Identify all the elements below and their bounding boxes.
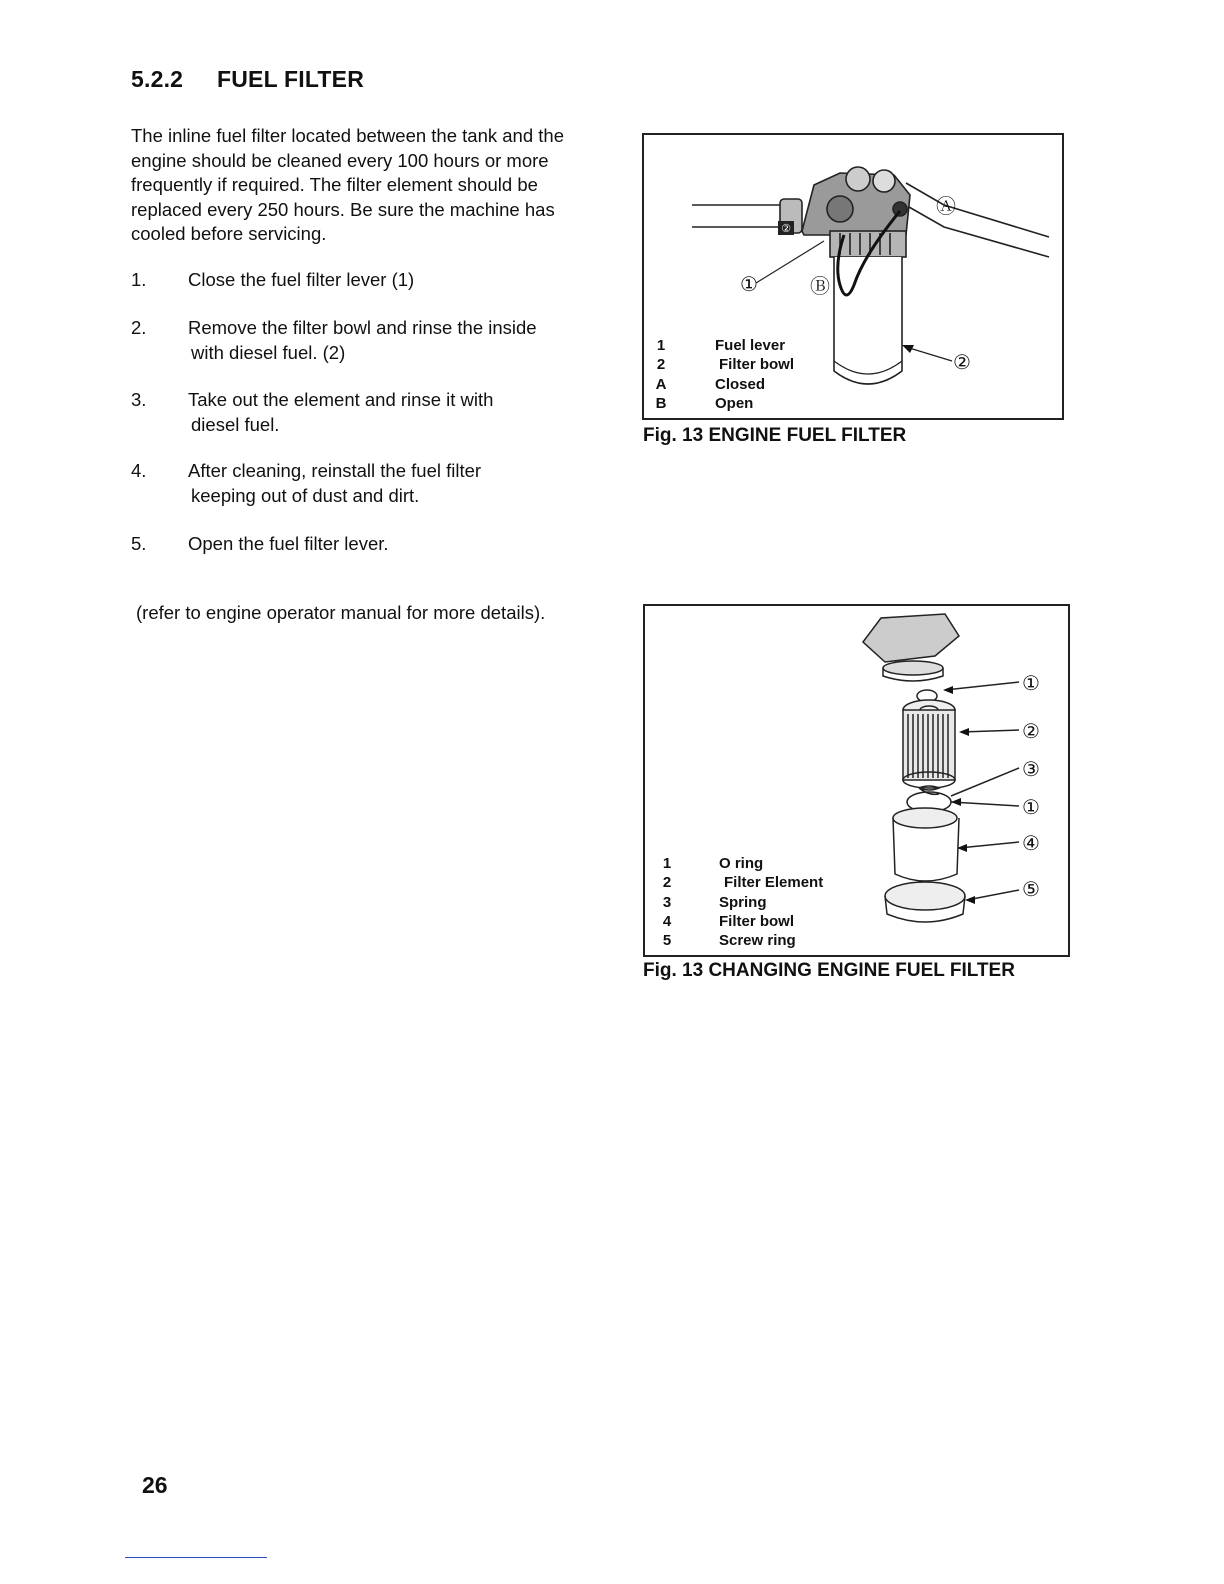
step-number: 5. bbox=[131, 533, 147, 554]
step-2 bbox=[131, 316, 581, 366]
step-3 bbox=[131, 388, 581, 438]
step-number: 1. bbox=[131, 269, 147, 290]
step-text-continued: diesel fuel. bbox=[191, 413, 280, 435]
callout-1-oring-lower: ① bbox=[1022, 795, 1040, 819]
step-text-continued: keeping out of dust and dirt. bbox=[191, 484, 420, 506]
step-text: Close the fuel filter lever (1) bbox=[188, 269, 415, 290]
callout-4-bowl: ④ bbox=[1022, 831, 1040, 855]
step-text-continued: with diesel fuel. (2) bbox=[191, 341, 346, 363]
section-heading bbox=[131, 66, 364, 93]
figure2-caption: Fig. 13 CHANGING ENGINE FUEL FILTER bbox=[643, 960, 1015, 981]
intro-paragraph: The inline fuel filter located between the tank and the engine should be cleaned every 100 hours or more frequently if required. The filter element should be replaced every 250 hours. Be sure the machine has cooled before servicing. bbox=[131, 125, 564, 244]
callout-small-tag: ② bbox=[781, 222, 791, 235]
step-number: 2. bbox=[131, 317, 147, 338]
callout-lever: ① bbox=[740, 272, 758, 296]
step-text: Take out the element and rinse it with bbox=[188, 389, 494, 410]
footer-rule bbox=[125, 1557, 267, 1558]
refer-note: (refer to engine operator manual for more details). bbox=[136, 602, 546, 623]
section-number: 5.2.2 bbox=[131, 66, 184, 92]
step-number: 3. bbox=[131, 389, 147, 410]
section-title: FUEL FILTER bbox=[217, 66, 365, 92]
step-text: Open the fuel filter lever. bbox=[188, 533, 389, 554]
figure1-caption: Fig. 13 ENGINE FUEL FILTER bbox=[643, 425, 907, 446]
callout-1-oring: ① bbox=[1022, 671, 1040, 695]
step-text: Remove the filter bowl and rinse the inside bbox=[188, 317, 537, 338]
callout-bowl: ② bbox=[953, 350, 971, 374]
step-text: After cleaning, reinstall the fuel filter bbox=[188, 460, 482, 481]
callout-closed: Ⓐ bbox=[936, 194, 956, 218]
callout-5-screw-ring: ⑤ bbox=[1022, 877, 1040, 901]
callout-open: Ⓑ bbox=[810, 274, 830, 298]
fuel-filter-illustration bbox=[644, 135, 1062, 418]
figure-engine-fuel-filter: ② ① Ⓑ Ⓐ ② 1 Fuel lever 2 Filter bowl A Closed B Open bbox=[642, 133, 1064, 420]
figure-changing-fuel-filter: ① ② ③ ① ④ ⑤ 1 O ring 2 Filter Element 3 Spring 4 Filter bowl 5 Screw ring bbox=[643, 604, 1070, 957]
step-4 bbox=[131, 459, 581, 509]
page-number: 26 bbox=[142, 1472, 168, 1498]
callout-2-element: ② bbox=[1022, 719, 1040, 743]
exploded-filter-illustration bbox=[645, 606, 1068, 955]
callout-3-spring: ③ bbox=[1022, 757, 1040, 781]
step-number: 4. bbox=[131, 460, 147, 481]
